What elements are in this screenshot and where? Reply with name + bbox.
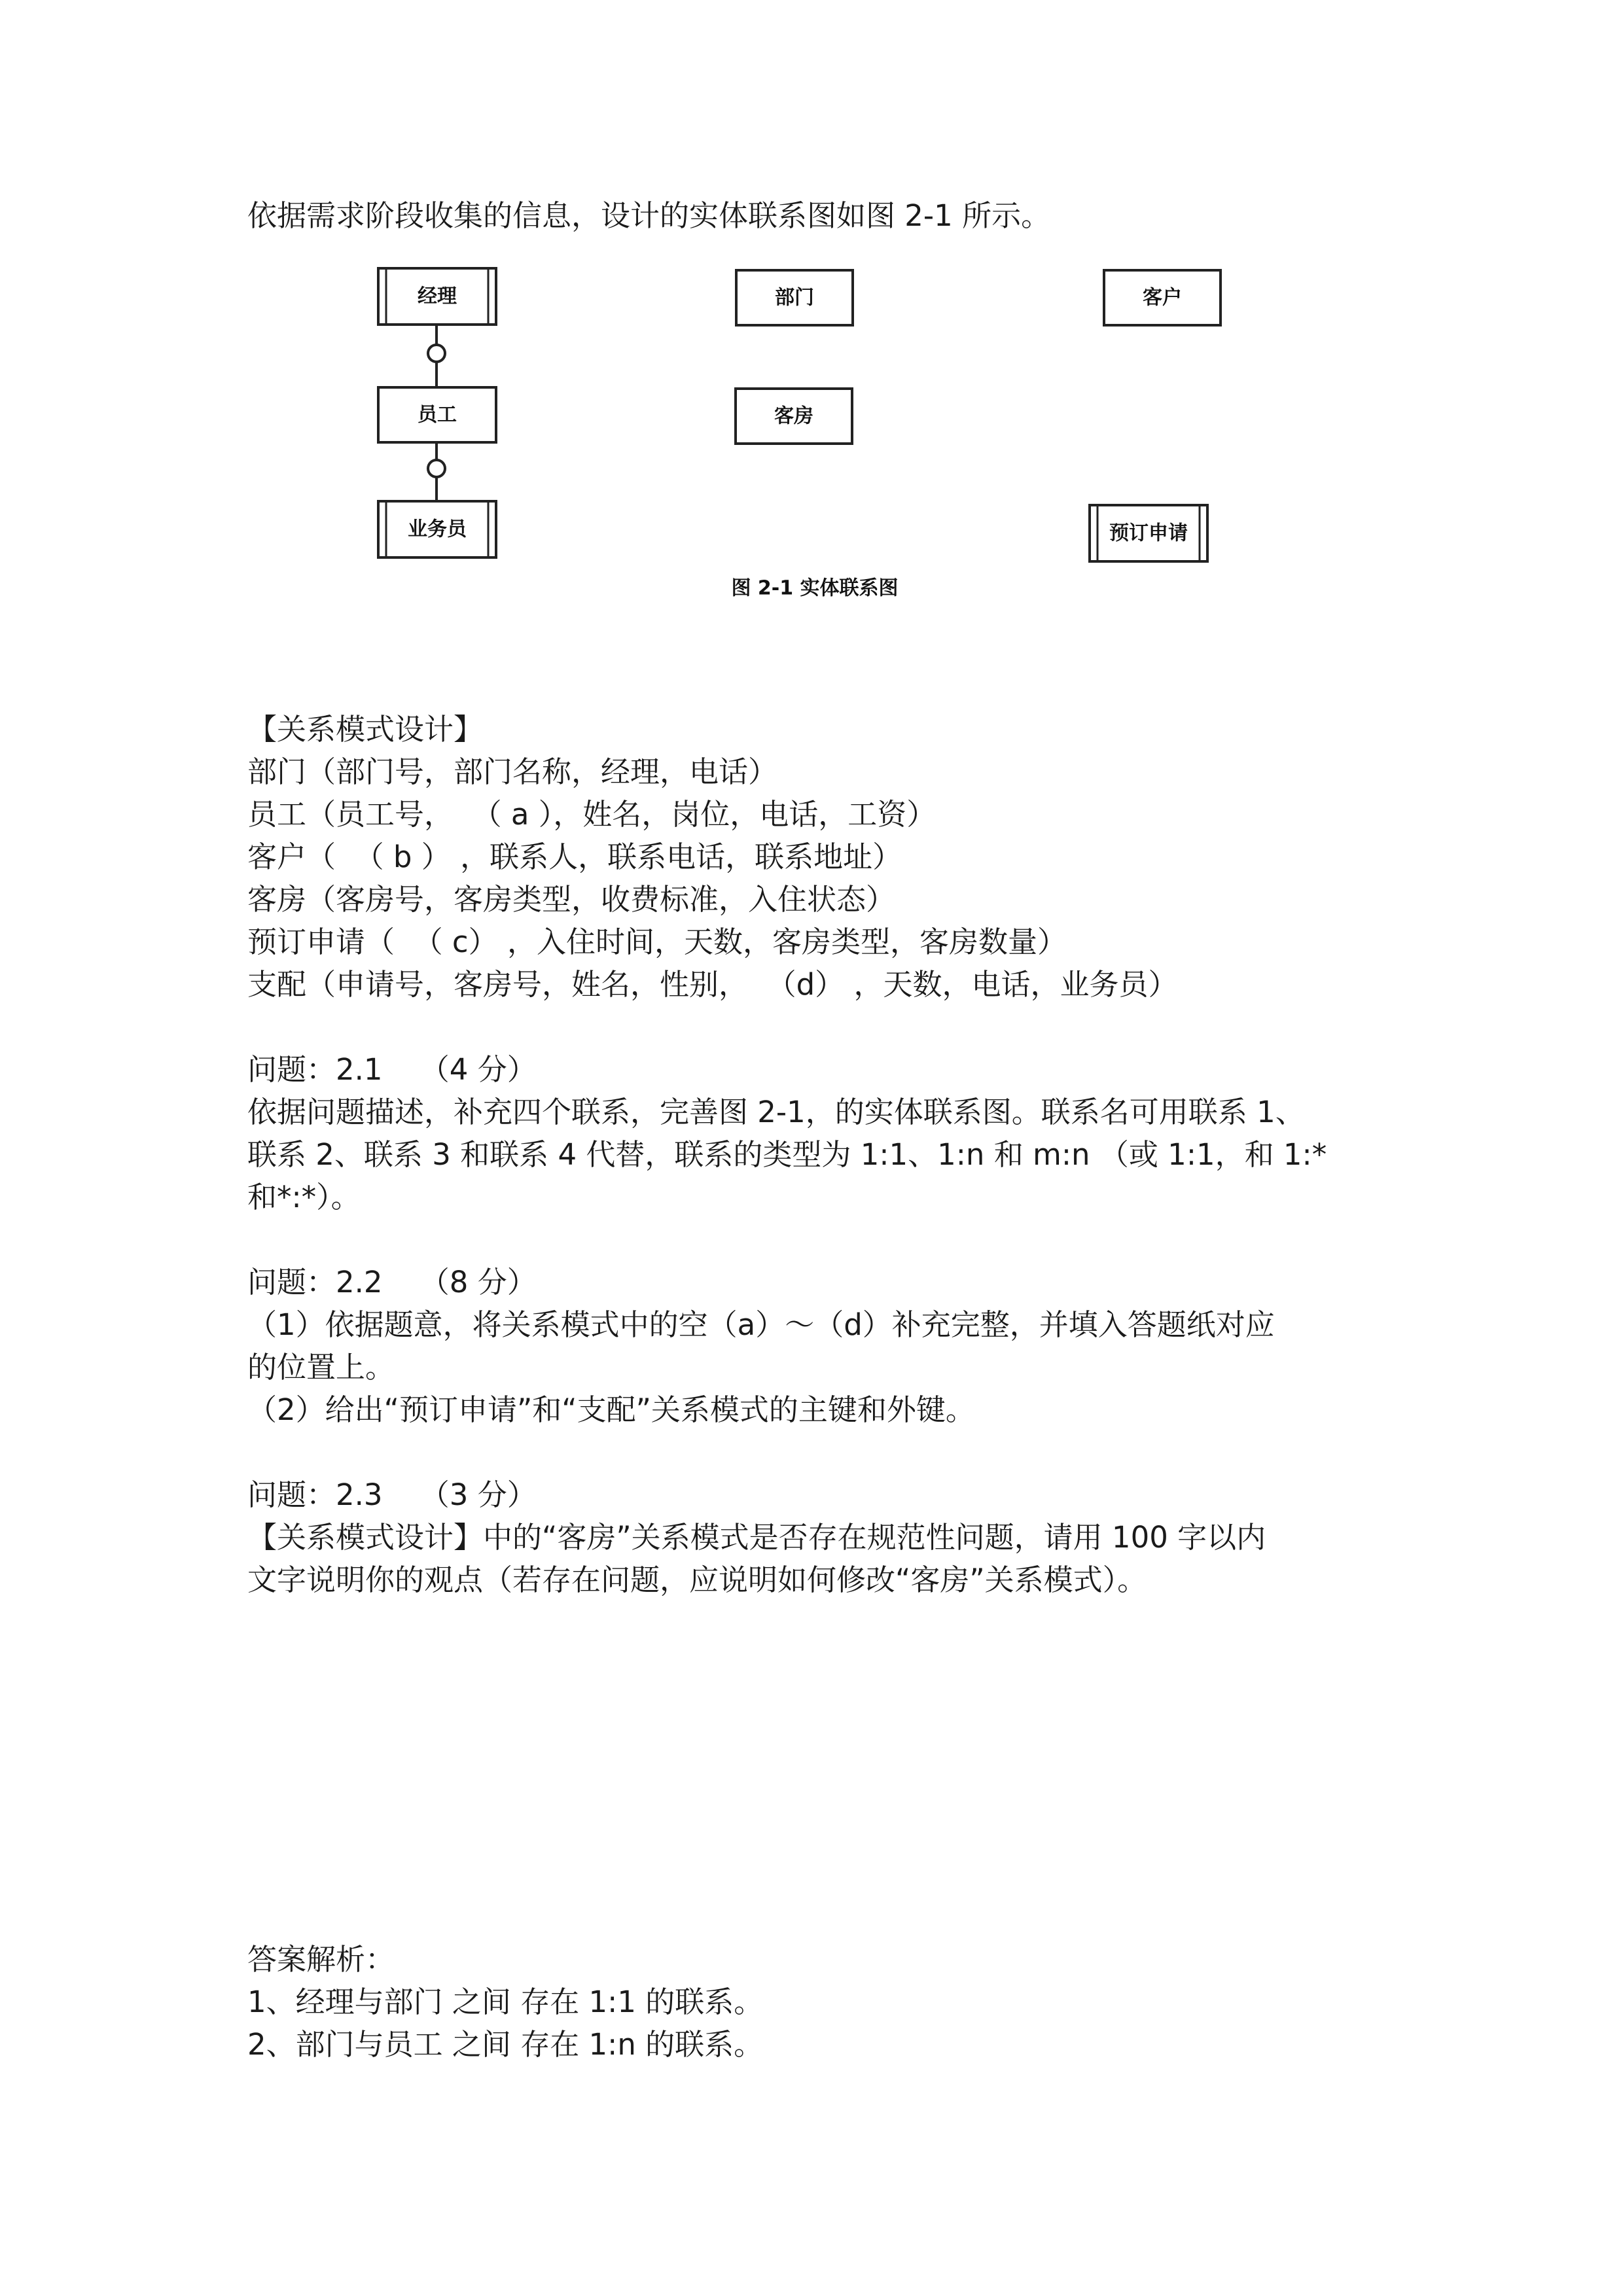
- schema-line: 员工（员工号， （ a ），姓名，岗位，电话，工资）: [247, 797, 936, 832]
- answer-heading: 答案解析：: [247, 1942, 395, 1977]
- schema-line: 预订申请（ （ c） ，入住时间，天数，客房类型，客房数量）: [247, 925, 1067, 959]
- question-text: 依据问题描述，补充四个联系，完善图 2-1，的实体联系图。联系名可用联系 1、: [247, 1095, 1305, 1129]
- entity-label-department: 部门: [775, 286, 814, 309]
- figure-caption: 图 2-1 实体联系图: [731, 576, 899, 600]
- entity-label-clerk: 业务员: [408, 518, 467, 541]
- question-text: 联系 2、联系 3 和联系 4 代替，联系的类型为 1:1、1:n 和 m:n （或 1:1，和 1:*: [247, 1137, 1327, 1172]
- entity-label-booking: 预订申请: [1109, 521, 1188, 545]
- question-title: 问题：2.2 （8 分）: [247, 1265, 537, 1299]
- inheritance-circle-icon: [428, 460, 445, 477]
- schema-line: 客房（客房号，客房类型，收费标准，入住状态）: [247, 882, 896, 917]
- question-text: （1）依据题意，将关系模式中的空（a）～（d）补充完整，并填入答题纸对应: [247, 1307, 1275, 1342]
- question-text: 【关系模式设计】中的“客房”关系模式是否存在规范性问题，请用 100 字以内: [247, 1520, 1266, 1555]
- er-diagram: [0, 0, 1623, 654]
- question-text: 和*:*）。: [247, 1180, 361, 1214]
- entity-label-customer: 客户: [1143, 286, 1182, 309]
- question-text: （2）给出“预订申请”和“支配”关系模式的主键和外键。: [247, 1392, 975, 1427]
- inheritance-circle-icon: [428, 345, 445, 362]
- question-text: 文字说明你的观点（若存在问题，应说明如何修改“客房”关系模式）。: [247, 1563, 1147, 1597]
- schema-line: 部门（部门号，部门名称，经理，电话）: [247, 754, 778, 789]
- question-title: 问题：2.1 （4 分）: [247, 1052, 537, 1087]
- schema-line: 支配（申请号，客房号，姓名，性别， （d） ，天数，电话，业务员）: [247, 967, 1178, 1002]
- question-title: 问题：2.3 （3 分）: [247, 1477, 537, 1512]
- question-text: 的位置上。: [247, 1350, 395, 1385]
- intro-text: 依据需求阶段收集的信息，设计的实体联系图如图 2-1 所示。: [247, 198, 1051, 233]
- entity-label-manager: 经理: [418, 285, 457, 308]
- entity-label-room: 客房: [774, 404, 813, 428]
- entity-label-employee: 员工: [418, 403, 457, 427]
- answer-line: 1、经理与部门 之间 存在 1:1 的联系。: [247, 1985, 764, 2019]
- answer-line: 2、部门与员工 之间 存在 1:n 的联系。: [247, 2027, 764, 2062]
- schema-heading: 【关系模式设计】: [247, 712, 484, 747]
- schema-line: 客户（ （ b ） ，联系人，联系电话，联系地址）: [247, 839, 902, 874]
